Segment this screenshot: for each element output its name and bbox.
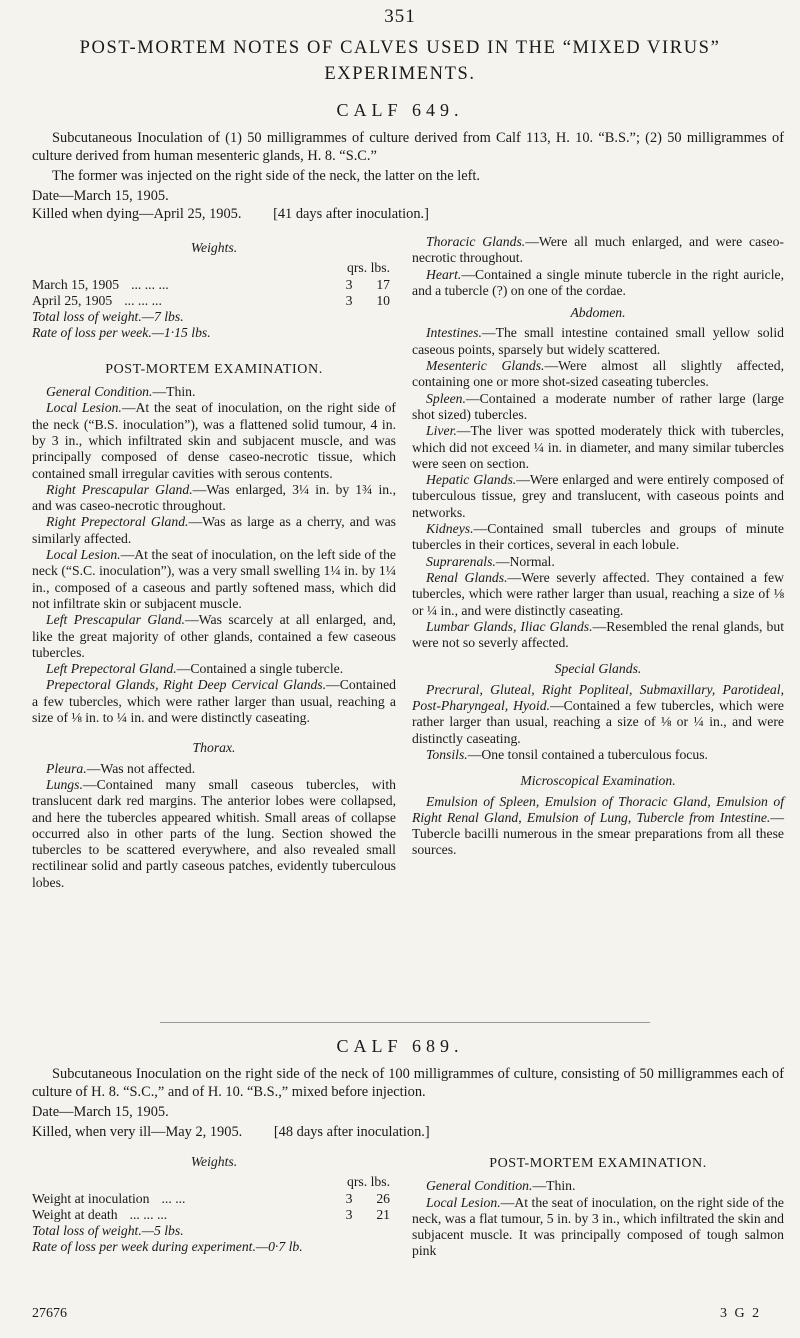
microscopical-heading: Microscopical Examination. (520, 773, 676, 789)
weight-label: April 25, 1905 (32, 292, 113, 308)
finding-paragraph (32, 777, 396, 891)
finding-label: Left Prescapular Gland. (46, 612, 185, 628)
calf-649-findings (32, 384, 396, 726)
finding-paragraph (412, 521, 784, 554)
calf-689-date: Date—March 15, 1905. (32, 1104, 169, 1120)
finding-label: Kidneys. (426, 521, 474, 537)
finding-paragraph (32, 677, 396, 726)
finding-paragraph (412, 423, 784, 472)
weight-lbs: 26 (376, 1190, 390, 1206)
finding-label: Right Prescapular Gland. (46, 481, 193, 497)
finding-text: —Were all much enlarged, and were caseo-necrotic throughout. (412, 234, 784, 266)
calf-649-rate-of-loss: Rate of loss per week.—1·15 lbs. (32, 325, 211, 341)
finding-label: Prepectoral Glands, Right Deep Cervical Glands. (46, 677, 327, 693)
calf-649-total-loss: Total loss of weight.—7 lbs. (32, 309, 184, 325)
finding-paragraph (412, 472, 784, 521)
finding-text: —Was enlarged, 3¼ in. by 1¾ in., and was caseo-necrotic throughout. (32, 481, 396, 514)
weight-label: Weight at death (32, 1206, 118, 1222)
calf-689-pm-heading: POST-MORTEM EXAMINATION. (489, 1156, 707, 1171)
calf-689-weights-heading: Weights. (190, 1154, 238, 1169)
calf-689-findings (412, 1178, 784, 1259)
calf-649-killed-note: [41 days after inoculation.] (273, 206, 429, 222)
calf-689-weights-units: qrs. lbs. (347, 1174, 390, 1190)
calf-689-heading: CALF 689. (336, 1036, 464, 1056)
finding-label: Tonsils. (426, 746, 468, 762)
finding-label: Precrural, Gluteal, Right Popliteal, Submaxillary, Parotideal, Post-Pharyngeal, Hyoid. (412, 681, 784, 714)
weight-leader: ... ... ... (131, 276, 169, 292)
finding-paragraph (412, 391, 784, 424)
finding-paragraph (412, 1178, 784, 1194)
finding-label: Heart. (426, 266, 462, 282)
finding-text: —Contained many small caseous tubercles, with translucent dark red margins. The anterior lobes were collapsed, and here the tubercles appeared whitish. Small areas of collapse occurred also in other parts of the lung. Section showed the tubercles to be scattered everywhere, and also revealed small rectilinear solid and partly caseous patches, evidently tuberculous lobes. (32, 776, 396, 890)
weight-leader: ... ... ... (124, 292, 162, 308)
weight-row (32, 1207, 396, 1223)
finding-text: —Contained a moderate number of rather large (large shot sized) tubercles. (412, 390, 784, 422)
finding-text: —At the seat of inoculation, on the right side of the neck (“B.S. inoculation”), was a flattened solid tumour, 4 in. by 3 in., which infiltrated skin and subjacent muscle, and was principally composed of dense caseo-necrotic tissue, which contained small irregular cavities with serous contents. (32, 400, 396, 481)
calf-649-intro-2: The former was injected on the right side of the neck, the latter on the left. (52, 168, 480, 184)
calf-649-intro: Subcutaneous Inoculation of (1) 50 milligrammes of culture derived from Calf 113, H. 10. “B.S.”; (2) 50 milligrammes of culture derived from human mesenteric glands, H. 8. “S.C.” (32, 130, 784, 164)
calf-649-heading: CALF 649. (336, 100, 464, 120)
finding-text: —At the seat of inoculation, on the right side of the neck, was a flat tumour, 5 in. by 3 in., which infiltrated the skin and subjacent muscle. It was principally composed of tough salmon pink (412, 1194, 784, 1259)
weight-lbs: 21 (376, 1206, 390, 1222)
calf-649-pm-heading: POST-MORTEM EXAMINATION. (105, 361, 323, 377)
finding-label: Pleura. (46, 760, 87, 776)
finding-paragraph (32, 661, 396, 677)
calf-649-weights-units: qrs. lbs. (347, 260, 390, 276)
finding-paragraph (32, 612, 396, 661)
finding-label: Right Prepectoral Gland. (46, 514, 189, 530)
finding-text: —Contained a single minute tubercle in the right auricle, and a tubercle (?) on one of the cordae. (412, 266, 784, 298)
finding-label: Lungs. (46, 776, 83, 792)
weight-row (32, 1191, 396, 1207)
finding-text: —Thin. (152, 384, 196, 400)
finding-text: —Was as large as a cherry, and was similarly affected. (32, 514, 396, 546)
footer-signature: 3 G 2 (720, 1306, 762, 1321)
finding-label: Emulsion of Spleen, Emulsion of Thoracic Gland, Emulsion of Right Renal Gland, Emulsion of Lung, Tubercle from Intestine. (412, 793, 784, 825)
finding-paragraph (32, 514, 396, 547)
calf-689-weights-table (32, 1191, 396, 1224)
calf-689-killed-note: [48 days after inoculation.] (273, 1124, 430, 1140)
page-number: 351 (384, 6, 416, 27)
calf-649-date: Date—March 15, 1905. (32, 188, 169, 204)
finding-text: —Resembled the renal glands, but were not so severly affected. (412, 618, 785, 651)
finding-text: —Thin. (532, 1178, 576, 1194)
weight-qrs: 3 (345, 1206, 353, 1222)
weight-lbs: 17 (376, 276, 390, 292)
weight-label: Weight at inoculation (32, 1190, 150, 1206)
finding-label: Thoracic Glands. (426, 234, 526, 249)
finding-paragraph (412, 234, 784, 267)
calf-649-killed-date: Killed when dying—April 25, 1905. (32, 206, 242, 222)
calf-689-rate-of-loss: Rate of loss per week during experiment.—0·7 lb. (32, 1239, 303, 1255)
finding-text: —Were severly affected. They contained a few tubercles, which were rather larger than usual, reaching a size of ⅛ or ¼ in., and were distinctly caseating. (412, 569, 784, 618)
calf-689-right-column (412, 1152, 784, 1260)
finding-paragraph (32, 384, 396, 400)
finding-label: Local Lesion. (426, 1194, 501, 1210)
section-divider (160, 1022, 650, 1023)
finding-paragraph (32, 400, 396, 481)
finding-paragraph (412, 358, 784, 391)
finding-text: —The small intestine contained small yellow solid caseous points, sparsely but widely scattered. (412, 325, 784, 357)
finding-text: —At the seat of inoculation, on the left side of the neck (“S.C. inoculation”), was a very small swelling 1¼ in. by 1¼ in., composed of a caseous and partly softened mass, which did not infiltrate skin or subjacent muscle. (32, 547, 396, 611)
finding-label: Hepatic Glands. (426, 472, 517, 488)
weight-lbs: 10 (376, 292, 390, 308)
finding-text: —Contained a few tubercles, which were rather larger than usual, reaching a size of ⅛ or ¼ in., and were distinctly caseating. (412, 698, 784, 746)
document-title-line-1: POST-MORTEM NOTES OF CALVES USED IN THE “MIXED VIRUS” (79, 38, 721, 58)
finding-label: General Condition. (46, 384, 153, 400)
finding-label: Suprarenals. (426, 553, 496, 569)
calf-649-weights-table (32, 277, 396, 310)
finding-paragraph (412, 794, 784, 859)
finding-text: —The liver was spotted moderately thick with tubercles, which did not exceed ¼ in. in diameter, and many similar tubercles were seen on section. (412, 423, 784, 471)
footer-code: 27676 (32, 1306, 67, 1321)
weight-row (32, 277, 396, 293)
microscopical-findings (412, 794, 784, 859)
thoracic-findings (412, 234, 784, 299)
finding-paragraph (412, 619, 784, 652)
finding-label: Intestines. (426, 325, 482, 341)
finding-text: —Contained small tubercles and groups of minute tubercles in their cortices, several in each lobule. (412, 521, 784, 553)
finding-paragraph (412, 747, 784, 763)
calf-649-weights-heading: Weights. (190, 240, 238, 255)
finding-text: —One tonsil contained a tuberculous focus. (467, 746, 708, 762)
special-glands-heading: Special Glands. (554, 661, 642, 677)
finding-text: —Contained a single tubercle. (176, 661, 344, 677)
finding-text: —Contained a few tubercles, which were rather larger than usual, reaching a size of ⅛ in. to ¼ in. and were distinctly caseating. (32, 677, 396, 726)
weight-leader: ... ... ... (129, 1206, 168, 1222)
calf-689-killed (32, 1124, 430, 1141)
finding-paragraph (32, 547, 396, 612)
finding-paragraph (412, 1195, 784, 1260)
finding-paragraph (412, 682, 784, 747)
finding-paragraph (412, 325, 784, 358)
calf-649-left-column (32, 234, 396, 891)
weight-leader: ... ... (161, 1190, 186, 1206)
finding-label: General Condition. (426, 1178, 533, 1194)
finding-paragraph (412, 267, 784, 300)
finding-label: Spleen. (426, 390, 466, 406)
document-title-line-2: EXPERIMENTS. (324, 64, 476, 84)
special-glands-findings (412, 682, 784, 763)
finding-text: —Was not affected. (86, 760, 196, 776)
weight-row (32, 293, 396, 309)
calf-689-intro: Subcutaneous Inoculation on the right side of the neck of 100 milligrammes of culture, consisting of 50 milligrammes each of culture of H. 8. “S.C.,” and of H. 10. “B.S.,” mixed before injection. (32, 1066, 784, 1100)
calf-689-total-loss: Total loss of weight.—5 lbs. (32, 1223, 184, 1239)
calf-649-killed (32, 206, 429, 223)
finding-label: Renal Glands. (426, 569, 508, 585)
finding-paragraph (412, 570, 784, 619)
thorax-heading: Thorax. (192, 740, 236, 756)
abdomen-heading: Abdomen. (570, 305, 626, 321)
weight-qrs: 3 (345, 276, 353, 292)
calf-689-left-column (32, 1148, 396, 1256)
finding-text: —Tubercle bacilli numerous in the smear preparations from all these sources. (412, 809, 784, 858)
finding-paragraph (412, 554, 784, 570)
finding-paragraph (32, 761, 396, 777)
calf-649-right-column (412, 234, 784, 859)
finding-text: —Were almost all slightly affected, containing one or more shot-sized caseating tubercles. (412, 358, 784, 390)
finding-label: Left Prepectoral Gland. (46, 661, 177, 677)
finding-text: —Normal. (495, 553, 555, 569)
finding-label: Liver. (426, 423, 457, 439)
finding-text: —Was scarcely at all enlarged, and, like the great majority of other glands, contained a few caseous tubercles. (32, 612, 396, 660)
finding-text: —Were enlarged and were entirely composed of tuberculous tissue, grey and translucent, with caseous points and networks. (412, 472, 784, 520)
abdomen-findings (412, 325, 784, 651)
finding-label: Local Lesion. (46, 547, 121, 563)
weight-qrs: 3 (345, 292, 353, 308)
weight-label: March 15, 1905 (32, 276, 120, 292)
thorax-findings (32, 761, 396, 891)
calf-689-killed-date: Killed, when very ill—May 2, 1905. (32, 1124, 243, 1140)
finding-paragraph (32, 482, 396, 515)
weight-qrs: 3 (345, 1190, 353, 1206)
finding-label: Mesenteric Glands. (426, 358, 545, 374)
finding-label: Lumbar Glands, Iliac Glands. (426, 618, 593, 634)
finding-label: Local Lesion. (46, 400, 122, 416)
